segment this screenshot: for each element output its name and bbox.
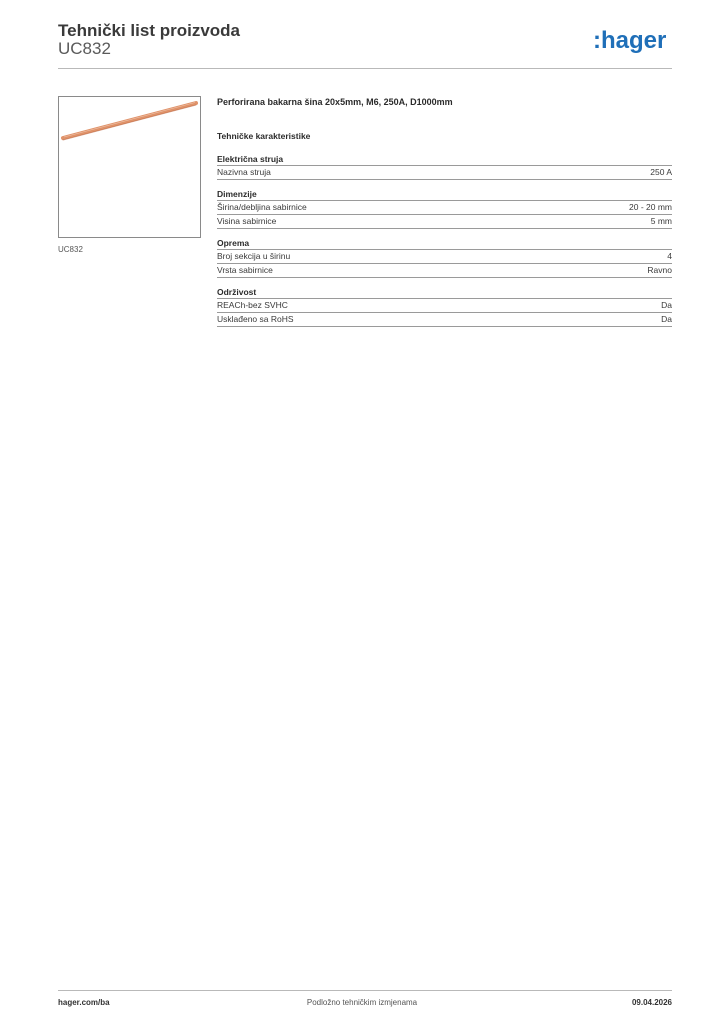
spec-value: Da xyxy=(661,314,672,324)
spec-group-title: Električna struja xyxy=(217,153,672,166)
spec-group-electrical xyxy=(217,153,672,180)
spec-label: Širina/debljina sabirnice xyxy=(217,202,307,212)
hager-logo xyxy=(593,28,673,56)
copper-busbar-image xyxy=(63,103,196,141)
spec-label: Vrsta sabirnice xyxy=(217,265,273,275)
spec-row xyxy=(217,313,672,327)
product-image xyxy=(58,96,201,238)
spec-row xyxy=(217,201,672,215)
spec-group-equipment xyxy=(217,237,672,278)
spec-row xyxy=(217,215,672,229)
spec-row xyxy=(217,299,672,313)
footer-date: 09.04.2026 xyxy=(631,998,672,1007)
spec-value: Ravno xyxy=(647,265,672,275)
spec-value: 4 xyxy=(667,251,672,261)
spec-group-sustainability xyxy=(217,286,672,327)
spec-label: Usklađeno sa RoHS xyxy=(217,314,294,324)
spec-group-title: Oprema xyxy=(217,237,672,250)
spec-content xyxy=(217,95,672,327)
spec-label: Broj sekcija u širinu xyxy=(217,251,291,261)
footer-divider xyxy=(58,990,672,991)
svg-text::hager: :hager xyxy=(593,28,667,54)
spec-value: Da xyxy=(661,300,672,310)
product-code: UC832 xyxy=(58,39,111,58)
footer-website-link[interactable]: hager.com/ba xyxy=(58,998,110,1007)
spec-label: Visina sabirnice xyxy=(217,216,277,226)
image-caption: UC832 xyxy=(58,245,83,254)
spec-group-dimensions xyxy=(217,188,672,229)
spec-label: Nazivna struja xyxy=(217,167,271,177)
spec-group-title: Dimenzije xyxy=(217,188,672,201)
section-heading: Tehničke karakteristike xyxy=(217,131,311,141)
spec-value: 5 mm xyxy=(650,216,672,226)
product-title: Perforirana bakarna šina 20x5mm, M6, 250A, D1000mm xyxy=(217,97,453,107)
header-divider xyxy=(58,68,672,69)
spec-group-title: Održivost xyxy=(217,286,672,299)
spec-label: REACh-bez SVHC xyxy=(217,300,288,310)
spec-value: 250 A xyxy=(650,167,672,177)
page-title: Tehnički list proizvoda xyxy=(58,21,240,40)
spec-row xyxy=(217,264,672,278)
footer-note: Podložno tehničkim izmjenama xyxy=(306,998,418,1007)
spec-value: 20 - 20 mm xyxy=(629,202,672,212)
spec-row xyxy=(217,166,672,180)
spec-row xyxy=(217,250,672,264)
